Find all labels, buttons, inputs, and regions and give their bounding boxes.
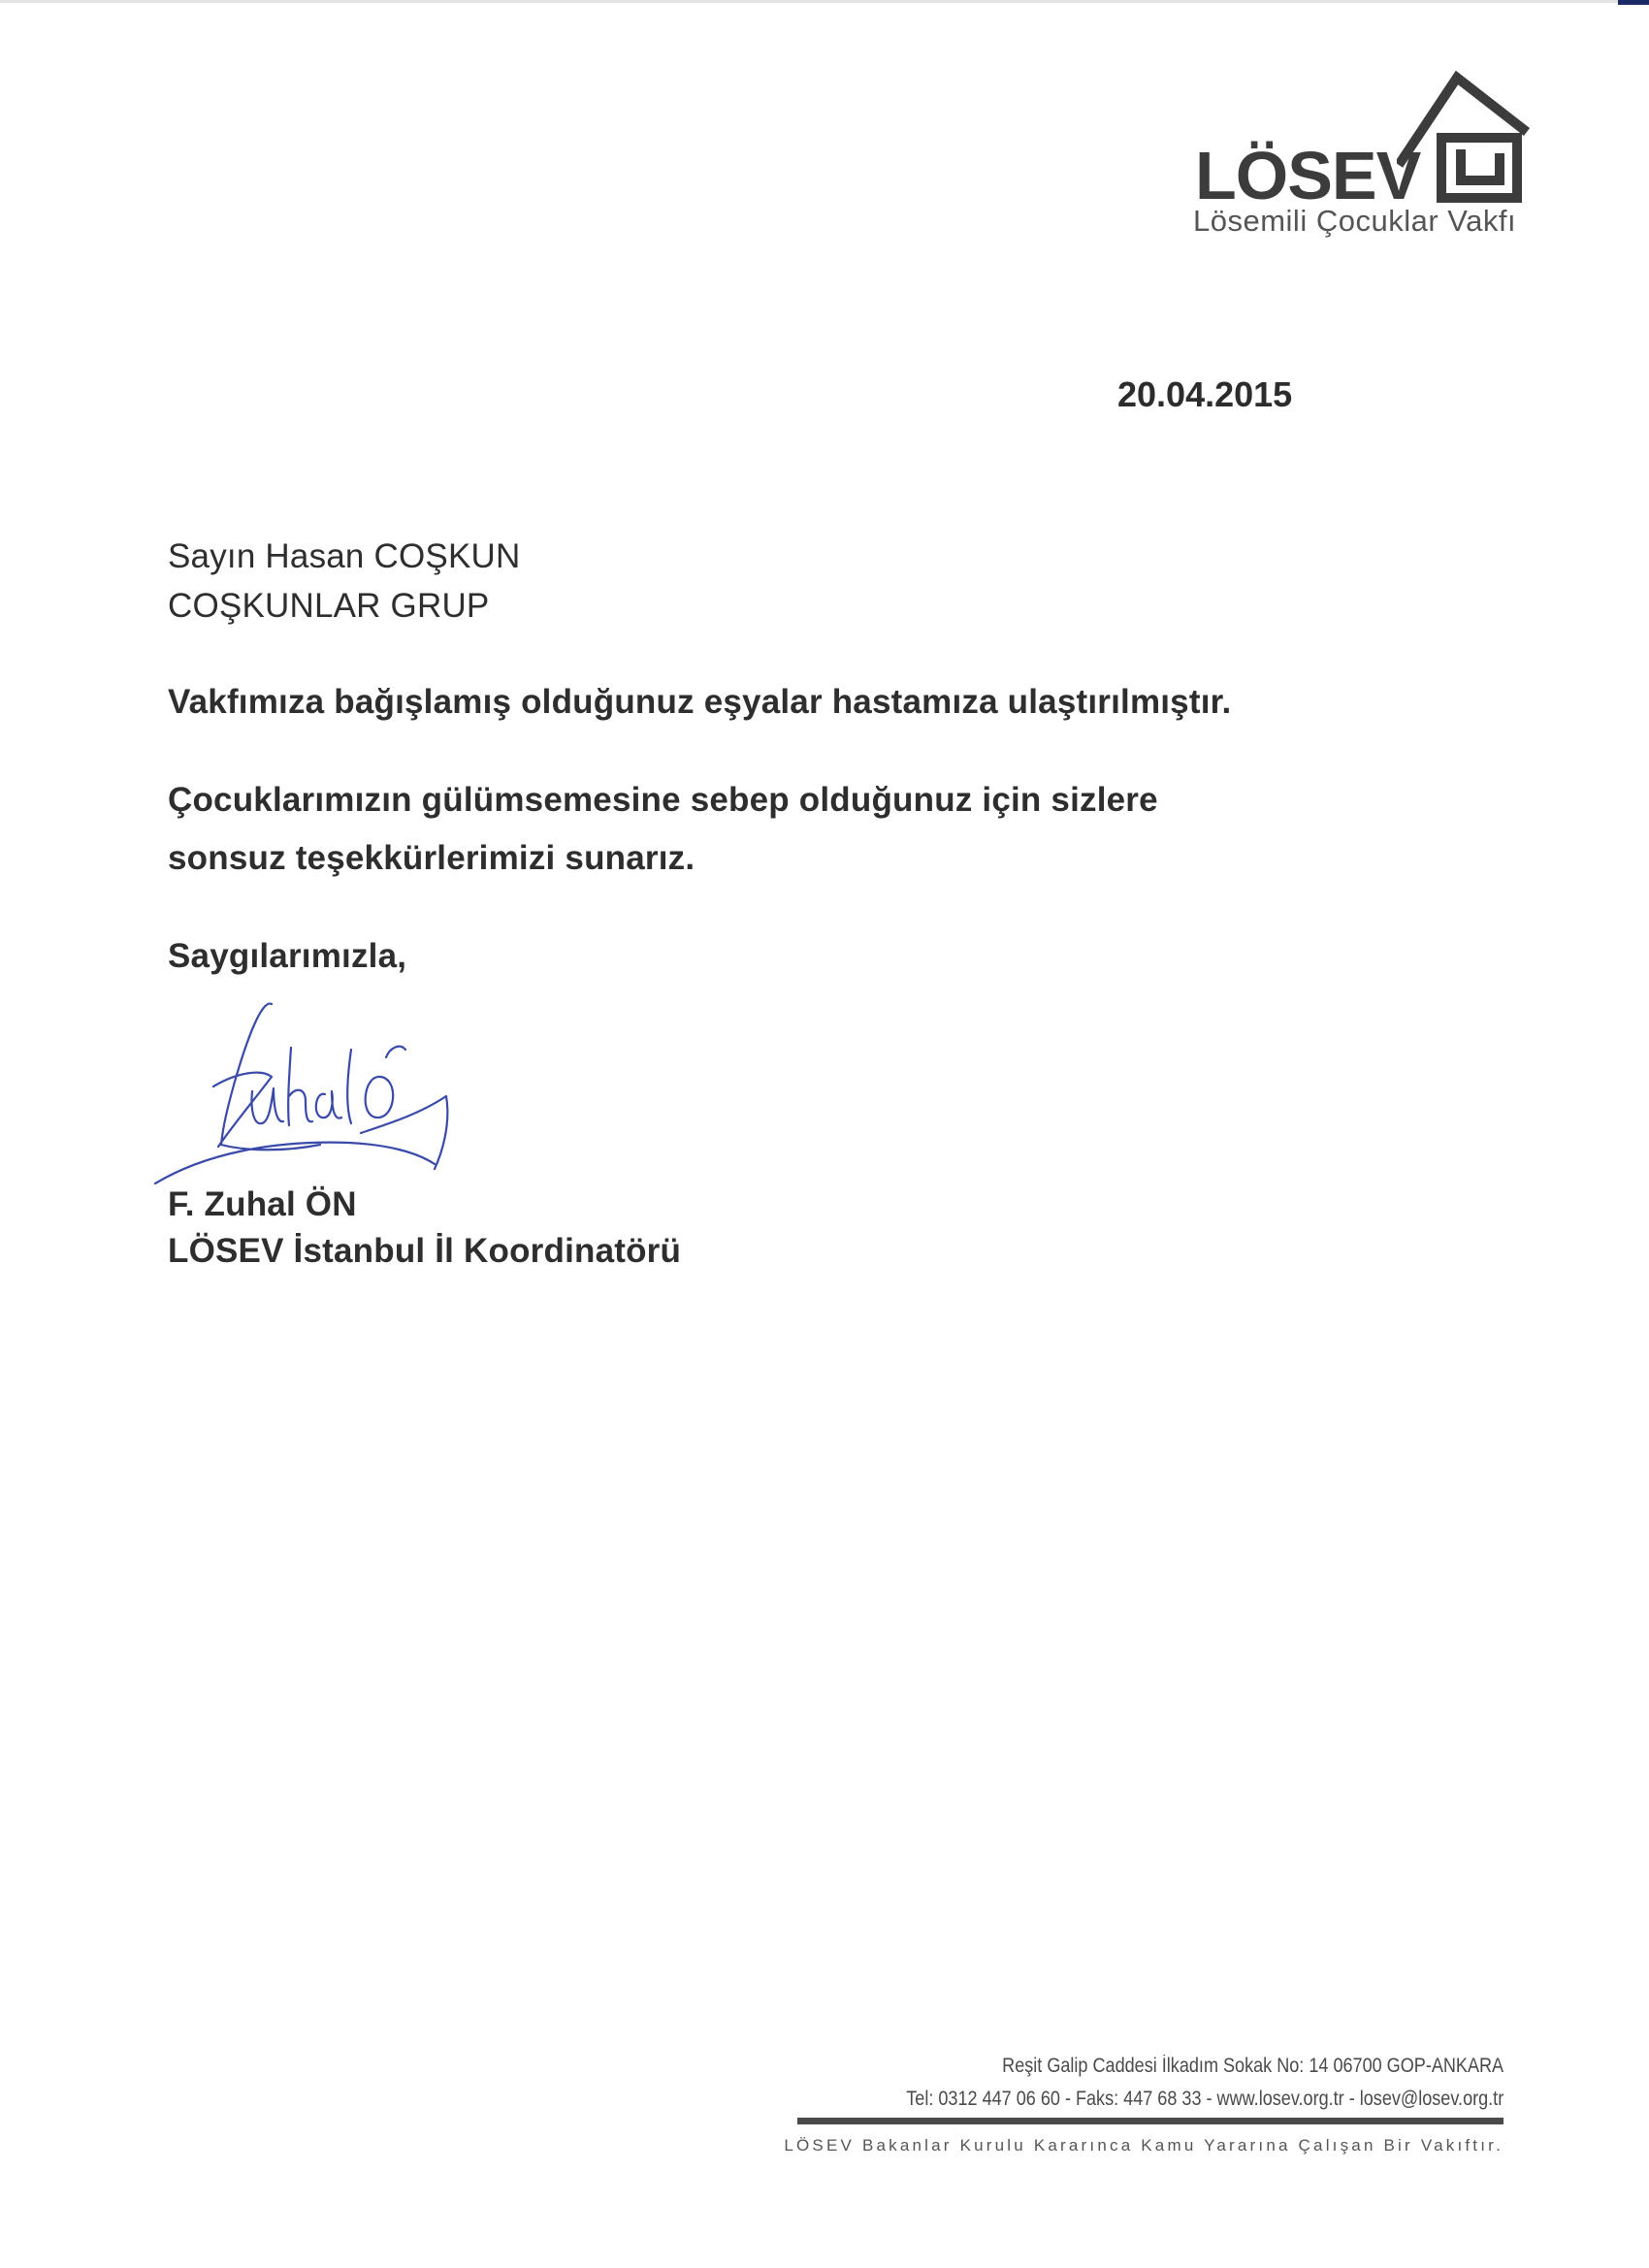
letter-date: 20.04.2015 [1117, 374, 1293, 414]
signer-title: LÖSEV İstanbul İl Koordinatörü [168, 1232, 682, 1270]
logo-wordmark: LÖSEV [1195, 138, 1421, 213]
logo-tagline: Lösemili Çocuklar Vakfı [1193, 204, 1517, 238]
body-paragraph-1: Vakfımıza bağışlamış olduğunuz eşyalar hastamıza ulaştırılmıştır. [168, 683, 1232, 721]
recipient-name: Sayın Hasan COŞKUN [168, 537, 521, 575]
scan-corner-mark [1618, 0, 1649, 5]
body-paragraph-2-line-2: sonsuz teşekkürlerimizi sunarız. [168, 839, 695, 877]
signer-name: F. Zuhal ÖN [168, 1185, 357, 1223]
handwritten-signature [126, 980, 514, 1213]
footer-note: LÖSEV Bakanlar Kurulu Kararınca Kamu Yararına Çalışan Bir Vakıftır. [784, 2136, 1504, 2155]
footer-address: Reşit Galip Caddesi İlkadım Sokak No: 14 06700 GOP-ANKARA [1002, 2055, 1504, 2077]
scan-top-edge [0, 0, 1649, 3]
footer-contact: Tel: 0312 447 06 60 - Faks: 447 68 33 - www.losev.org.tr - losev@losev.org.tr [906, 2088, 1504, 2110]
footer-divider [797, 2118, 1504, 2124]
closing-salutation: Saygılarımızla, [168, 937, 407, 975]
body-paragraph-2-line-1: Çocuklarımızın gülümsemesine sebep olduğunuz için sizlere [168, 781, 1158, 819]
recipient-company: COŞKUNLAR GRUP [168, 587, 490, 625]
losev-logo [1185, 70, 1535, 244]
